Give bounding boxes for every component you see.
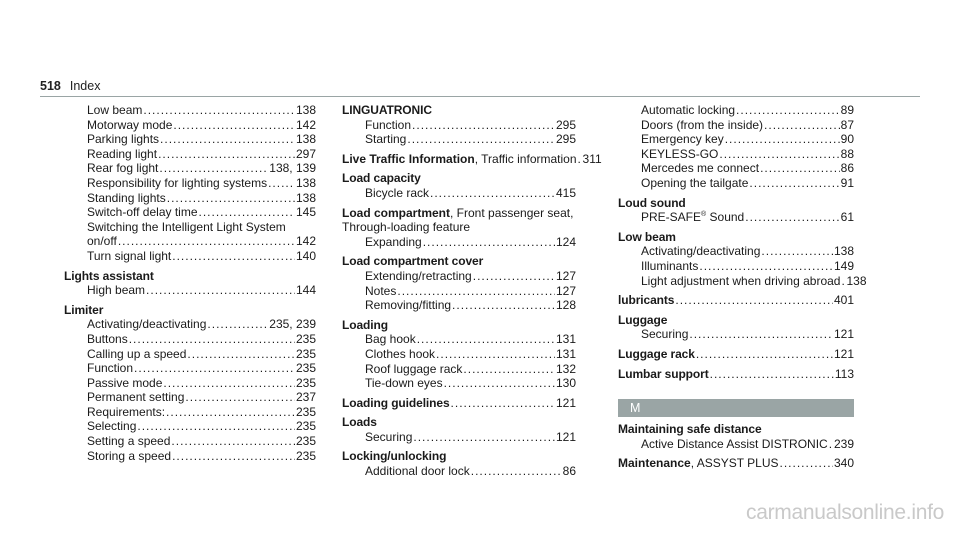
index-entry: Clothes hook ..... 131 bbox=[342, 347, 576, 362]
index-heading: Live Traffic Information, Traffic information ..... 311 bbox=[342, 152, 576, 167]
index-entry: Roof luggage rack ..... 132 bbox=[342, 362, 576, 377]
index-entry: Active Distance Assist DISTRONIC ..... 239 bbox=[618, 437, 854, 452]
index-entry: Passive mode ..... 235 bbox=[64, 376, 316, 391]
index-heading: Locking/unlocking bbox=[342, 449, 447, 464]
index-column-2 bbox=[342, 103, 602, 479]
index-entry: Activating/deactivating ..... 235, 239 bbox=[64, 317, 316, 332]
index-entry: Storing a speed ..... 235 bbox=[64, 449, 316, 464]
index-entry: Responsibility for lighting systems ..... 138 bbox=[64, 176, 316, 191]
index-entry: Additional door lock ..... 86 bbox=[342, 464, 576, 479]
index-heading: Loads bbox=[342, 415, 377, 430]
index-heading: Maintenance, ASSYST PLUS ..... 340 bbox=[618, 456, 854, 471]
index-heading: Luggage rack ..... 121 bbox=[618, 347, 854, 362]
index-entry: Parking lights ..... 138 bbox=[64, 132, 316, 147]
index-entry: Starting ..... 295 bbox=[342, 132, 576, 147]
index-entry: Switching the Intelligent Light System bbox=[87, 219, 286, 234]
index-entry: Setting a speed ..... 235 bbox=[64, 434, 316, 449]
index-entry: Calling up a speed ..... 235 bbox=[64, 347, 316, 362]
index-heading: Low beam bbox=[618, 229, 676, 244]
index-entry: Securing ..... 121 bbox=[342, 430, 576, 445]
index-entry: Automatic locking ..... 89 bbox=[618, 103, 854, 118]
index-heading: LINGUATRONIC bbox=[342, 103, 432, 117]
index-heading: lubricants ..... 401 bbox=[618, 293, 854, 308]
index-entry: High beam ..... 144 bbox=[64, 283, 316, 298]
index-entry: Mercedes me connect ..... 86 bbox=[618, 161, 854, 176]
index-entry: Motorway mode ..... 142 bbox=[64, 118, 316, 133]
index-entry: Selecting ..... 235 bbox=[64, 419, 316, 434]
index-entry: Permanent setting ..... 237 bbox=[64, 390, 316, 405]
index-entry: Buttons ..... 235 bbox=[64, 332, 316, 347]
index-heading: Load compartment cover bbox=[342, 254, 484, 269]
index-entry: Through-loading feature bbox=[342, 220, 471, 235]
index-entry: Removing/fitting ..... 128 bbox=[342, 298, 576, 313]
index-entry: PRE-SAFE® Sound ..... 61 bbox=[618, 210, 854, 225]
index-entry: Function ..... 235 bbox=[64, 361, 316, 376]
index-entry: Requirements: ..... 235 bbox=[64, 405, 316, 420]
index-heading: Limiter bbox=[64, 302, 104, 317]
index-entry: Notes ..... 127 bbox=[342, 284, 576, 299]
index-heading: Lumbar support ..... 113 bbox=[618, 367, 854, 382]
index-heading: Luggage bbox=[618, 312, 668, 327]
index-heading: Loading bbox=[342, 317, 388, 332]
index-heading: Loud sound bbox=[618, 195, 686, 210]
index-entry: Bag hook ..... 131 bbox=[342, 332, 576, 347]
section-letter-band: M bbox=[618, 399, 854, 417]
index-entry: Light adjustment when driving abroad ..... 138 bbox=[618, 274, 854, 289]
index-column-3 bbox=[618, 103, 867, 471]
index-entry: Switch-off delay time ..... 145 bbox=[64, 205, 316, 220]
index-entry: Rear fog light ..... 138, 139 bbox=[64, 161, 316, 176]
index-entry: Illuminants ..... 149 bbox=[618, 259, 854, 274]
index-entry: Bicycle rack ..... 415 bbox=[342, 186, 576, 201]
index-heading: Loading guidelines ..... 121 bbox=[342, 396, 576, 411]
index-heading: Load compartment, Front passenger seat, bbox=[342, 205, 574, 220]
index-column-1 bbox=[64, 103, 316, 463]
index-entry: Opening the tailgate ..... 91 bbox=[618, 176, 854, 191]
page-number: 518 bbox=[40, 79, 61, 93]
index-entry: Turn signal light ..... 140 bbox=[64, 249, 316, 264]
watermark: carmanualsonline.info bbox=[746, 501, 944, 524]
page-header bbox=[40, 79, 100, 93]
index-entry: KEYLESS-GO ..... 88 bbox=[618, 147, 854, 162]
index-entry: Securing ..... 121 bbox=[618, 327, 854, 342]
index-entry: Reading light ..... 297 bbox=[64, 147, 316, 162]
index-entry: Expanding ..... 124 bbox=[342, 235, 576, 250]
section-title: Index bbox=[69, 79, 101, 93]
index-entry: Standing lights ..... 138 bbox=[64, 191, 316, 206]
header-divider bbox=[40, 96, 920, 97]
index-entry: Low beam ..... 138 bbox=[64, 103, 316, 118]
index-entry: Extending/retracting ..... 127 bbox=[342, 269, 576, 284]
index-heading: Maintaining safe distance bbox=[618, 422, 762, 437]
index-entry: Doors (from the inside) ..... 87 bbox=[618, 118, 854, 133]
index-entry: Emergency key ..... 90 bbox=[618, 132, 854, 147]
index-heading: Lights assistant bbox=[64, 268, 154, 283]
index-entry: Function ..... 295 bbox=[342, 118, 576, 133]
index-heading: Load capacity bbox=[342, 171, 421, 186]
index-entry: Tie-down eyes ..... 130 bbox=[342, 376, 576, 391]
index-entry: on/off ..... 142 bbox=[64, 234, 316, 249]
index-entry: Activating/deactivating ..... 138 bbox=[618, 244, 854, 259]
